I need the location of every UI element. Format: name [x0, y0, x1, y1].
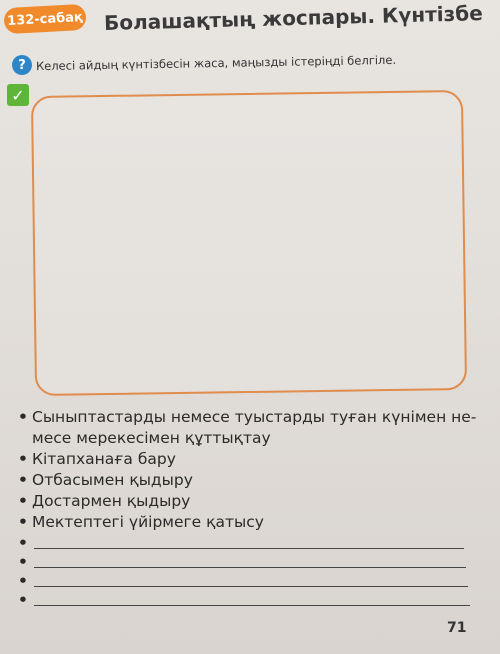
bullet: • — [18, 408, 28, 426]
blank-write-line[interactable] — [14, 591, 474, 610]
list-item-text: Мектептегі үйірмеге қатысу — [32, 513, 264, 531]
list-item — [14, 471, 474, 492]
calendar-drawing-area[interactable] — [31, 90, 467, 396]
blank-write-line[interactable] — [14, 553, 474, 572]
list-item-text: Достармен қыдыру — [32, 492, 191, 510]
bullet: • — [18, 471, 28, 489]
bullet: • — [18, 534, 28, 552]
blank-write-line[interactable] — [14, 534, 474, 553]
checkmark-icon: ✓ — [7, 84, 29, 106]
bullet: • — [18, 553, 28, 571]
list-item-continuation: месе мерекесімен құттықтау — [32, 429, 271, 447]
blank-write-line[interactable] — [14, 572, 474, 591]
list-item-text: Отбасымен қыдыру — [32, 471, 193, 489]
write-line — [34, 548, 464, 549]
activity-list — [14, 408, 477, 610]
write-line — [34, 567, 466, 568]
list-item-text: Кітапханаға бару — [32, 450, 176, 468]
bullet: • — [18, 513, 28, 531]
task-instruction: Келесі айдың күнтізбесін жаса, маңызды істеріңді белгіле. — [35, 52, 397, 74]
write-line — [34, 586, 468, 587]
bullet: • — [18, 591, 28, 609]
list-item-text: Сыныптастарды немесе туыстарды туған күнімен не- — [32, 408, 477, 426]
bullet: • — [18, 492, 28, 510]
page-title: Болашақтың жоспары. Күнтізбе — [103, 1, 484, 35]
question-icon: ? — [12, 55, 32, 75]
list-item — [14, 492, 474, 513]
bullet: • — [18, 572, 28, 590]
bullet: • — [18, 450, 28, 468]
write-line — [34, 605, 470, 606]
list-item — [14, 408, 477, 429]
lesson-badge: 132-сабақ — [3, 4, 86, 34]
list-item — [14, 513, 474, 534]
list-item — [14, 450, 474, 471]
page-number: 71 — [447, 620, 467, 636]
